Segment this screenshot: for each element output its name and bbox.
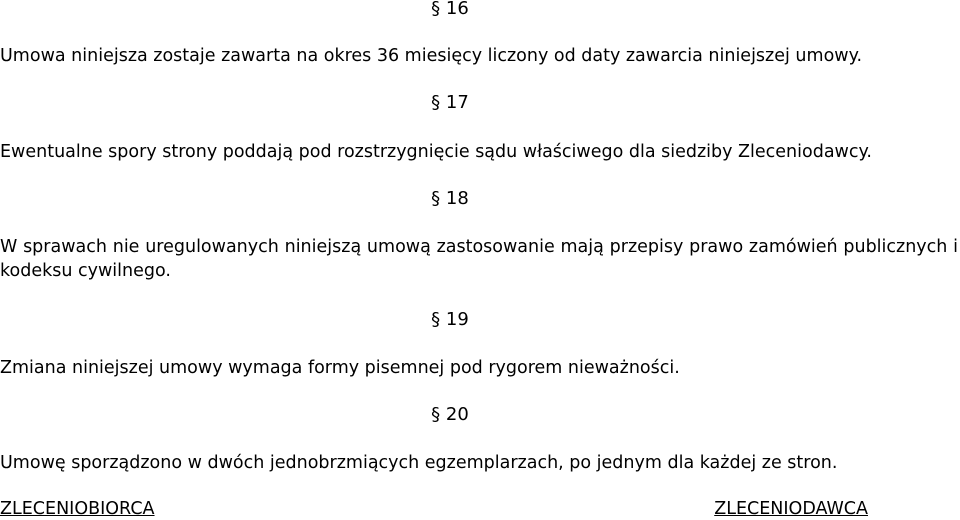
- signature-client: ZLECENIODAWCA: [714, 499, 868, 519]
- section-17-heading: § 17: [431, 92, 469, 113]
- section-18-heading: § 18: [431, 188, 469, 209]
- section-18-text: W sprawach nie uregulowanych niniejszą umową zastosowanie mają przepisy prawo zamówień publicznych i kodeksu cywilnego.: [0, 237, 958, 281]
- section-16-heading: § 16: [431, 0, 469, 19]
- section-20-text: Umowę sporządzono w dwóch jednobrzmiących egzemplarzach, po jednym dla każdej ze stron.: [0, 453, 838, 473]
- signature-contractor: ZLECENIOBIORCA: [0, 499, 155, 519]
- section-20-heading: § 20: [431, 404, 469, 425]
- section-17-text: Ewentualne spory strony poddają pod rozstrzygnięcie sądu właściwego dla siedziby Zleceniodawcy.: [0, 142, 872, 162]
- section-19-heading: § 19: [431, 309, 469, 330]
- section-16-text: Umowa niniejsza zostaje zawarta na okres 36 miesięcy liczony od daty zawarcia niniejszej umowy.: [0, 46, 863, 66]
- section-19-text: Zmiana niniejszej umowy wymaga formy pisemnej pod rygorem nieważności.: [0, 358, 680, 378]
